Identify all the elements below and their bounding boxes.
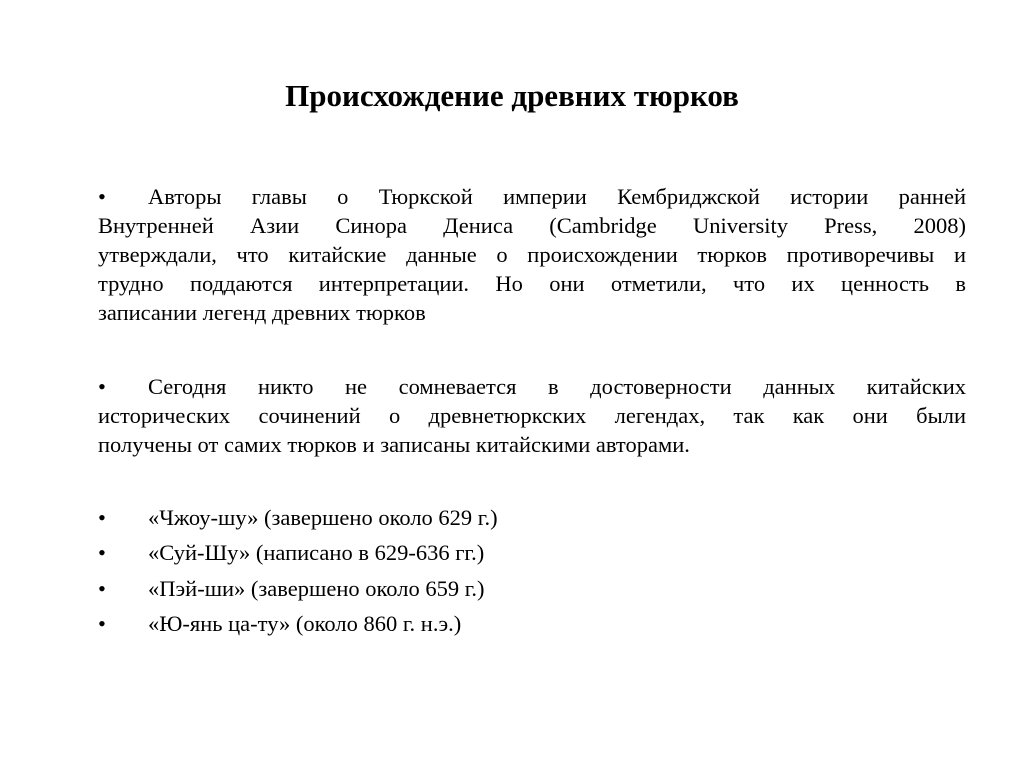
paragraph-line: [98, 182, 966, 211]
paragraph-2: [98, 372, 966, 459]
bullet: •: [98, 611, 106, 636]
paragraph-line: утверждали, что китайские данные о происхождении тюрков противоречивы и: [98, 242, 966, 267]
list-item: [98, 503, 498, 532]
bullet: •: [98, 184, 106, 209]
list-item-text: «Суй-Шу» (написано в 629-636 гг.): [148, 540, 485, 565]
bullet: •: [98, 576, 106, 601]
slide-title: Происхождение древних тюрков: [285, 78, 739, 113]
line-text: Сегодня никто не сомневается в достоверности данных китайских: [148, 374, 966, 399]
list-item: [98, 609, 461, 638]
bullet: •: [98, 374, 106, 399]
paragraph-line: получены от самих тюрков и записаны китайскими авторами.: [98, 432, 690, 457]
bullet: •: [98, 505, 106, 530]
list-item-text: «Чжоу-шу» (завершено около 629 г.): [148, 505, 498, 530]
paragraph-line: исторических сочинений о древнетюркских легендах, так как они были: [98, 403, 966, 428]
paragraph-line: [98, 372, 966, 401]
paragraph-line: трудно поддаются интерпретации. Но они отметили, что их ценность в: [98, 271, 966, 296]
list-item: [98, 574, 485, 603]
line-text: Авторы главы о Тюркской империи Кембриджской истории ранней: [148, 184, 966, 209]
paragraph-line: записании легенд древних тюрков: [98, 300, 426, 325]
paragraph-1: [98, 182, 966, 327]
paragraph-line: Внутренней Азии Синора Дениса (Cambridge University Press, 2008): [98, 213, 966, 238]
list-item-text: «Пэй-ши» (завершено около 659 г.): [148, 576, 485, 601]
list-item: [98, 538, 484, 567]
list-item-text: «Ю-янь ца-ту» (около 860 г. н.э.): [148, 611, 462, 636]
bullet: •: [98, 540, 106, 565]
